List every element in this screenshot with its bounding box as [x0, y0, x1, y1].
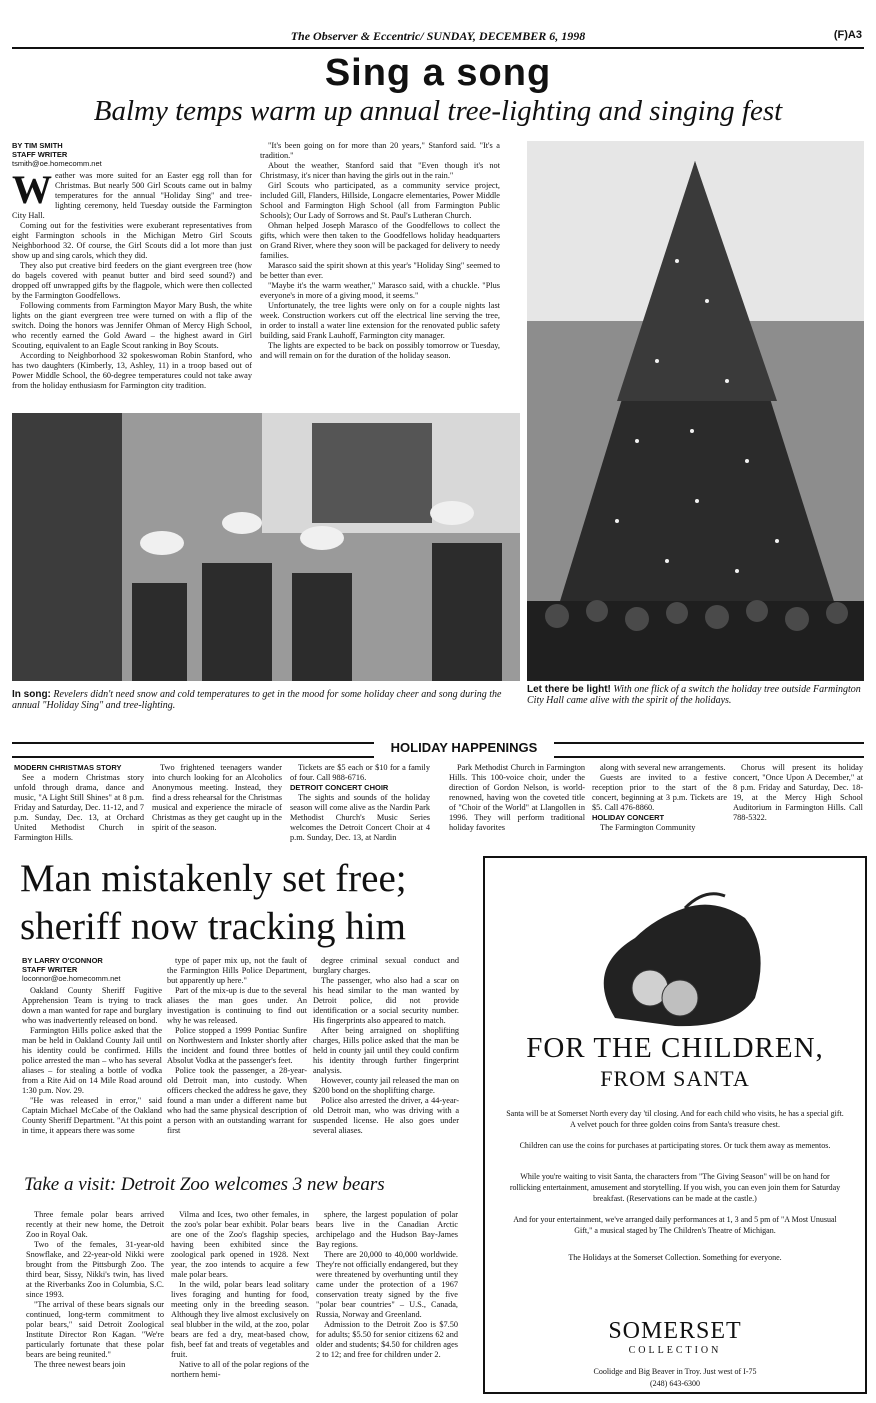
ad-title-1: FOR THE CHILDREN,: [526, 1032, 824, 1064]
happenings-column-6: Chorus will present its holiday concert, "Once Upon A December," at 8 p.m. Friday and Saturday, Dec. 18-19, at the Mercy High School Auditorium in Farmington Hills. Call 788-5322.: [733, 763, 863, 822]
paper-dateline: The Observer & Eccentric/ SUNDAY, DECEMBER 6, 1998: [290, 29, 586, 43]
velvet-pouch-illustration: [575, 878, 775, 1028]
singers-photo: [12, 413, 520, 681]
ad-paragraph-4: And for your entertainment, we've arranged daily performances at 1, 3 and 5 pm of "A Most Unusual Gift," a musical staged by The Children's Theatre of Michigan.: [513, 1215, 837, 1235]
somerset-logo: SOMERSET: [608, 1318, 742, 1344]
somerset-ad: [483, 856, 867, 1394]
happenings-column-1: MODERN CHRISTMAS STORY See a modern Christmas story unfold through drama, dance and music, "A Light Still Shines" at 8 p.m. Friday and Saturday, Dec. 11-12, and 7 p.m. Sunday, Dec. 13, at Orchard United Methodist Church in Farmington Hills.: [14, 763, 144, 842]
masthead: [0, 0, 876, 48]
story1-kicker: Sing a song: [324, 52, 552, 94]
story3-column-3: sphere, the largest population of polar bears live in the Canadian Arctic archipelago and the Hudson Bay-James Bay regions. There are 20,000 to 40,000 worldwide. They're not officially endangered, but they were threatened by overhunting until they came under the protection of a 1967 conservation treaty signed by the five "polar bear countries" – U.S., Canada, Russia, Norway and Greenland. Admission to the Detroit Zoo is $7.50 for adults; $5.50 for senior citizens 62 and older and students; $4.50 for children ages 2 to 12; and free for children under 2.: [316, 1210, 458, 1359]
story2-column-1: BY LARRY O'CONNOR STAFF WRITER loconnor@oe.homecomm.net Oakland County Sheriff Fugitive Apprehension Team is trying to track down a man wanted for rape and burglary who was inadvertently released on bond. Farmington Hills police asked that the man be held in Oakland County Jail until his identity could be confirmed. Hills police arrested the man – who has several aliases – for stealing a bottle of vodka from a Rite Aid on 14 Mile Road around 1:30 p.m. Nov. 29. "He was released in error," said Captain Michael McCabe of the Oakland County Sheriff Department. "At this point in time, it appears there was some: [22, 956, 162, 1135]
ad-paragraph-3: While you're waiting to visit Santa, the characters from "The Giving Season" will be on hand for rollicking entertainment, amusement and storytelling. If you wish, you can even join them for Saturday breakfast. (Reservations can be made at the castle.): [509, 1172, 841, 1203]
story1-column-1: [12, 141, 252, 391]
story1-column-2: "It's been going on for more than 20 years," Stanford said. "It's a tradition." About the weather, Stanford said that "Even though it's not Christmasy, it's nicer than having the girls out in the rain." Girl Scouts who participated, as a community service project, included Gill, Flanders, Hillside, Longacre elementaries, Power Middle School and Farmington High School (all from Farmington Public Schools); Our Lady of Sorrows and St. Paul's Lutheran Church. Ohman helped Joseph Marasco of the Goodfellows to collect the gifts, which were then taken to the Goodfellows holiday headquarters on Grand River, where they soon will be packaged for delivery to needy families. Marasco said the spirit shown at this year's "Holiday Sing" seemed to be better than ever. "Maybe it's the warm weather," Marasco said, with a chuckle. "Plus everyone's in more of a giving mood, it seems." Unfortunately, the tree lights were only on for a couple nights last week. Construction workers cut off the electrical line serving the tree, in order to install a water line extension for the renovated public safety building, said Frank Lauhoff, Farmington city manager. The lights are expected to be back on possibly tomorrow or Tuesday, and will remain on for the duration of the holiday season.: [260, 141, 500, 360]
story2-headline: Man mistakenly set free; sheriff now tracking him: [20, 857, 407, 948]
ad-title-2: FROM SANTA: [600, 1066, 750, 1091]
collection-logo: COLLECTION: [628, 1345, 722, 1356]
ad-paragraph-1: Santa will be at Somerset North every day 'til closing. And for each child who visits, he has a special gift. A velvet pouch for three golden coins from Santa's treasure chest.: [506, 1109, 844, 1129]
story2-column-2: type of paper mix up, not the fault of the Farmington Hills Police Department, but apparently up here." Part of the mix-up is due to the several aliases the man goes under. An investigation is continuing to find out why he was released. Police stopped a 1999 Pontiac Sunfire on Northwestern and Inkster shortly after the incident and found three bottles of Absolut Vodka at the passenger's feet. Police took the passenger, a 28-year-old Detroit man, into custody. When officers checked the address he gave, they found a man under a different name but who had the same physical description of a person with an outstanding warrant for first: [167, 956, 307, 1135]
tree-photo: [527, 141, 864, 681]
holiday-happenings-band: [12, 742, 864, 758]
happenings-column-2: Two frightened teenagers wander into church looking for an Alcoholics Anonymous meeting. Instead, they find a dress rehearsal for the Christmas musical and experience the miracle of Christmas as they get caught up in the spirit of the season.: [152, 763, 282, 832]
story1-body-1: Weather was more suited for an Easter egg roll than for Christmas. But nearly 500 Girl Scouts came out in balmy temperatures for the annual "Holiday Sing" and tree-lighting ceremony, held Tuesday outside the Farmington City Hall. Coming out for the festivities were exuberant representatives from eight Farmington schools in the Michigan Metro Girl Scouts Neighborhood 32. Of course, the Girl Scouts did a lot more than just show up and sing carols, which they did. They also put creative bird feeders on the giant evergreen tree (how do bagels covered with peanut butter and bird seed sound?) and dropped off unwrapped gifts by the flagpole, which were then collected by the Farmington Goodfellows. Following comments from Farmington Mayor Mary Bush, the white lights on the giant evergreen tree were turned on with a flip of the switch. Doing the honors was Jennifer Ohman of Mercy High School, who recently earned the Gold Award – the highest award in Girl Scouting, equivalent to an Eagle Scout ranking in Boy Scouts. According to Neighborhood 32 spokeswoman Robin Stanford, who has two daughters (Kimberly, 13, Ashley, 11) in a troop based out of Power Middle School, the 60-degree temperatures could not take away from the holiday enthusiasm for Farmington city tradition.: [12, 167, 252, 390]
ad-paragraph-2: Children can use the coins for purchases at participating stores. Or tuck them away as mementos.: [519, 1141, 831, 1150]
story1-byline: BY TIM SMITH STAFF WRITER tsmith@oe.homecomm.net: [12, 141, 102, 168]
drop-cap: W: [12, 167, 52, 212]
caption-singers: In song: Revelers didn't need snow and cold temperatures to get in the mood for some holiday cheer and song during the annual "Holiday Sing" and tree-lighting.: [12, 689, 502, 711]
singers-illustration: [12, 413, 520, 681]
story2-column-3: degree criminal sexual conduct and burglary charges. The passenger, who also had a scar on his head similar to the man wanted by Detroit police, did not provide identification or a social security number. His fingerprints also appeared to match. After being arraigned on shoplifting charges, Hills police asked that the man be held in county jail until they could confirm his identity through further fingerprint analysis. However, county jail released the man on $200 bond on the shoplifting charge. Police also arrested the driver, a 44-year-old Detroit man, who was driving with a suspended license. He also goes under several aliases.: [313, 956, 459, 1135]
page-number: (F)A3: [833, 29, 862, 41]
story2-byline: BY LARRY O'CONNOR STAFF WRITER loconnor@oe.homecomm.net: [22, 956, 121, 983]
ad-phone: (248) 643-6300: [650, 1379, 700, 1388]
holiday-happenings-label: HOLIDAY HAPPENINGS: [374, 740, 554, 758]
story3-column-1: Three female polar bears arrived recently at their new home, the Detroit Zoo in Royal Oak. Two of the females, 31-year-old Snowflake, and 22-year-old Nikki were brought from the Pittsburgh Zoo. The third bear, Sissy, Nikki's twin, has lived at the Riverbanks Zoo in Columbia, S.C. since 1993. "The arrival of these bears signals our continued, long-term commitment to polar bears," said Detroit Zoological Institute Director Ron Kagan. "We're particularly fortunate that these polar bears are being reunited." The three newest bears join: [26, 1210, 164, 1369]
masthead-rule: [12, 47, 864, 49]
happenings-column-5: along with several new arrangements. Guests are invited to a festive reception prior to the start of the concert, beginning at 3 p.m. Tickets are $5. Call 476-8860. HOLIDAY CONCERT The Farmington Community: [592, 763, 727, 832]
tree-illustration: [527, 141, 864, 681]
happenings-column-3: Tickets are $5 each or $10 for a family of four. Call 988-6716. DETROIT CONCERT CHOIR The sights and sounds of the holiday season will come alive as the Nardin Park Methodist Church's Music Series welcomes the Detroit Concert Choir at 4 p.m. Sunday, Dec. 13, at Nardin: [290, 763, 430, 842]
story3-headline: Take a visit: Detroit Zoo welcomes 3 new bears: [24, 1174, 385, 1195]
ad-paragraph-5: The Holidays at the Somerset Collection. Something for everyone.: [568, 1253, 782, 1262]
story1-headline: Balmy temps warm up annual tree-lighting and singing fest: [93, 95, 783, 127]
ad-address: Coolidge and Big Beaver in Troy. Just west of I-75: [593, 1367, 757, 1376]
caption-tree: Let there be light! With one flick of a switch the holiday tree outside Farmington City Hall came alive with the spirit of the holidays.: [527, 684, 861, 706]
happenings-column-4: Park Methodist Church in Farmington Hills. This 100-voice choir, under the direction of Gordon Nelson, is world-renowned, having won the coveted title of "Choir of the World" at Llangollen in 1996. They will perform traditional holiday favorites: [449, 763, 585, 832]
story3-column-2: Vilma and Ices, two other females, in the zoo's polar bear exhibit. Polar bears are one of the Zoo's flagship species, having been exhibited since the zoological park opened in 1928. Next year, the zoo intends to acquire a few male polar bears. In the wild, polar bears lead solitary lives foraging and hunting for food, meeting only in the breeding season. Although they live almost exclusively on seal blubber in the wild, at the zoo, polar bears are fed a dry, meat-based chow, fish, beef fat and treats of vegetables and fruit. Native to all of the polar regions of the northern hemi-: [171, 1210, 309, 1379]
